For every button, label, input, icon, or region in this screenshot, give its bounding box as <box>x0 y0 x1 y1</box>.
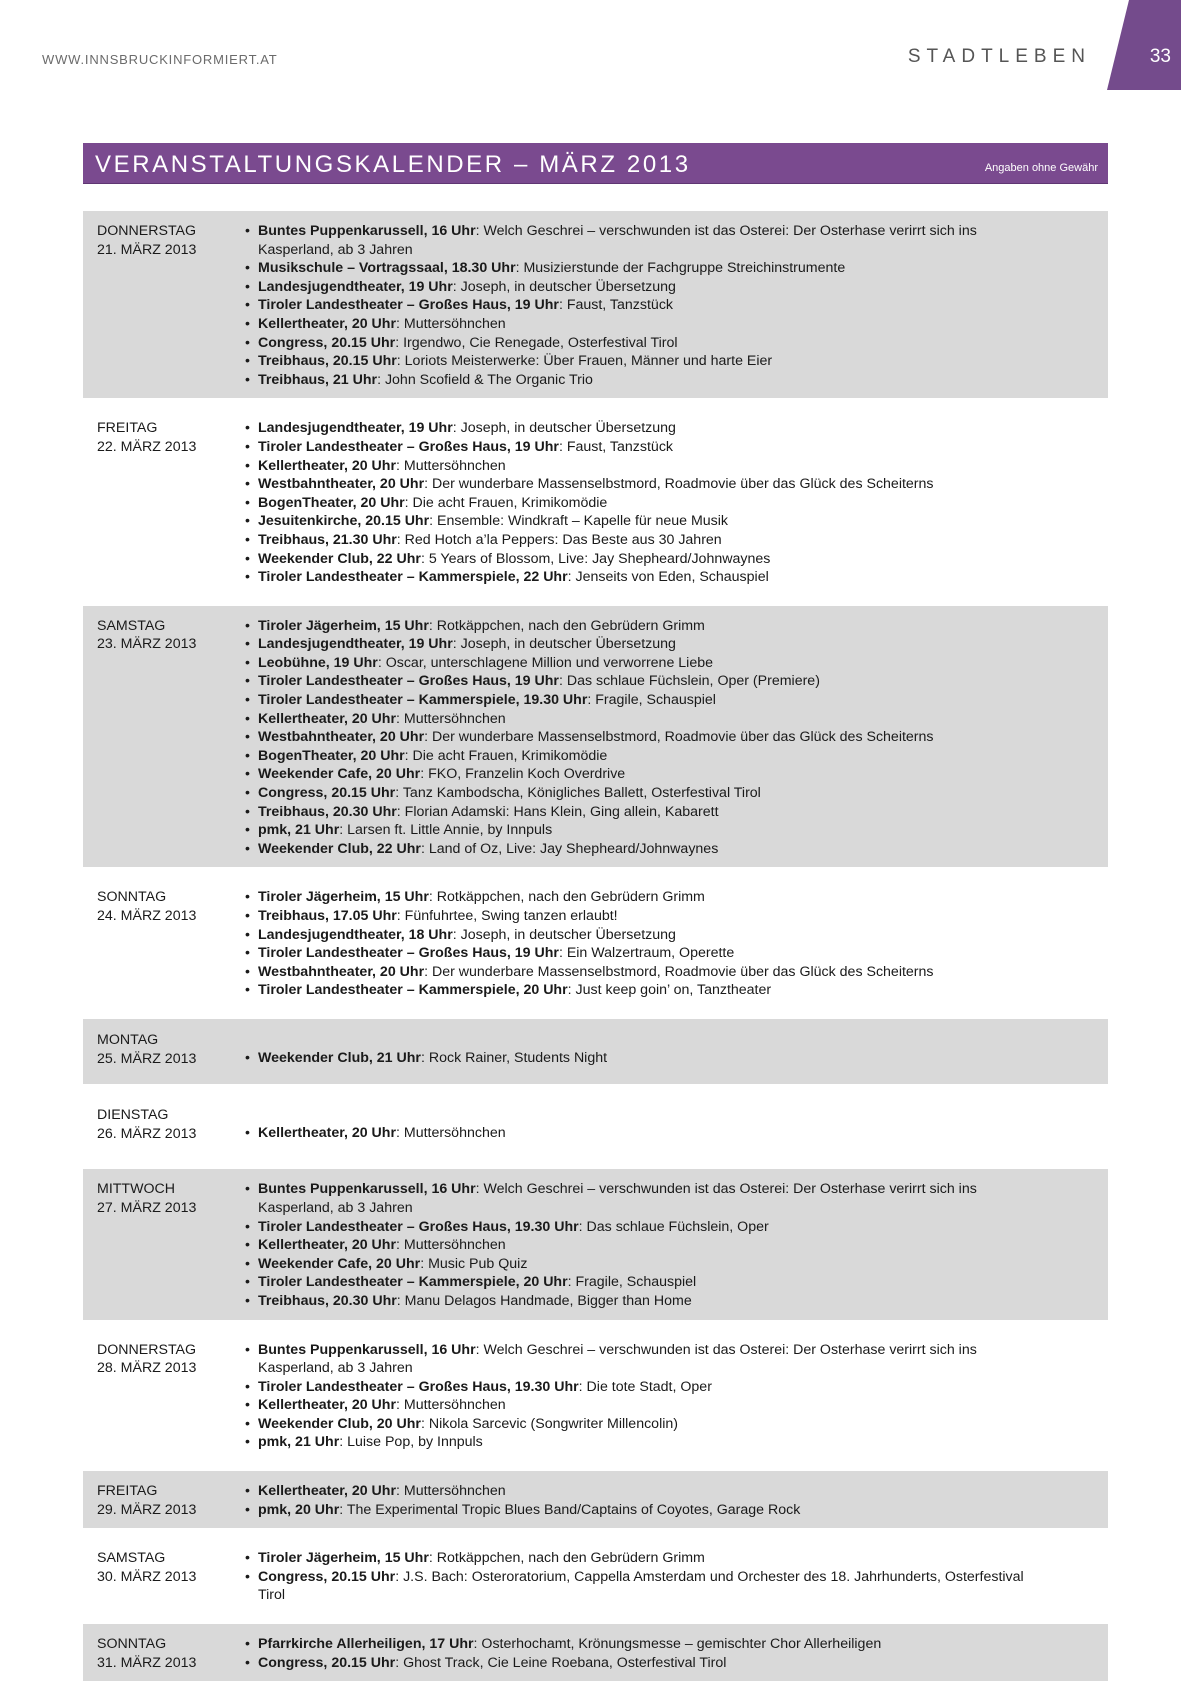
weekday: SAMSTAG <box>97 617 166 634</box>
event-venue: Treibhaus, 20.15 Uhr <box>258 353 397 370</box>
event-venue: Tiroler Landestheater – Großes Haus, 19 Uhr <box>258 673 559 690</box>
event-description: : Irgendwo, Cie Renegade, Osterfestival Tirol <box>395 334 678 351</box>
event-venue: Tiroler Landestheater – Kammerspiele, 20 Uhr <box>258 982 568 999</box>
event-venue: Weekender Cafe, 20 Uhr <box>258 766 421 783</box>
event-description: : Loriots Meisterwerke: Über Frauen, Männer und harte Eier <box>396 353 773 370</box>
day-row <box>83 1019 1108 1084</box>
event-venue: pmk, 20 Uhr <box>258 1501 340 1518</box>
day-row <box>83 1169 1108 1319</box>
event-venue: Tiroler Landestheater – Kammerspiele, 20 Uhr <box>258 1274 568 1291</box>
event-venue: Tiroler Jägerheim, 15 Uhr <box>258 889 429 906</box>
event-description: : Oscar, unterschlagene Million und verworrene Liebe <box>377 654 713 671</box>
event-item <box>244 1501 1108 1520</box>
event-venue: Tiroler Landestheater – Kammerspiele, 19.30 Uhr <box>258 692 588 709</box>
event-item <box>244 222 1108 259</box>
event-description: : Manu Delagos Handmade, Bigger than Home <box>396 1292 692 1309</box>
event-venue: Tiroler Landestheater – Kammerspiele, 22 Uhr <box>258 569 568 586</box>
event-venue: Kellertheater, 20 Uhr <box>258 1237 396 1254</box>
event-list <box>244 1482 1108 1519</box>
event-description: : Die acht Frauen, Krimikomödie <box>404 747 608 764</box>
event-description: : Just keep goin’ on, Tanztheater <box>567 982 772 999</box>
day-label <box>83 1482 244 1519</box>
day-row <box>83 1538 1108 1614</box>
day-label <box>83 222 244 389</box>
event-item <box>244 438 1108 457</box>
event-item <box>244 457 1108 476</box>
event-item <box>244 747 1108 766</box>
event-item <box>244 1415 1108 1434</box>
event-item <box>244 568 1108 587</box>
event-venue: Congress, 20.15 Uhr <box>258 334 396 351</box>
event-description: : Muttersöhnchen <box>396 710 506 727</box>
day-label <box>83 1106 244 1143</box>
day-row <box>83 1094 1108 1159</box>
event-list <box>244 1031 1108 1068</box>
event-description: : Fragile, Schauspiel <box>567 1274 697 1291</box>
event-list <box>244 617 1108 859</box>
event-item <box>244 1124 1108 1143</box>
date: 26. MÄRZ 2013 <box>97 1125 197 1142</box>
event-description: : Die tote Stadt, Oper <box>578 1378 712 1395</box>
date: 22. MÄRZ 2013 <box>97 438 197 455</box>
event-venue: Tiroler Landestheater – Großes Haus, 19 Uhr <box>258 297 559 314</box>
event-description: : Tanz Kambodscha, Königliches Ballett, Osterfestival Tirol <box>395 785 761 802</box>
event-item <box>244 1396 1108 1415</box>
site-url: WWW.INNSBRUCKINFORMIERT.AT <box>42 52 278 67</box>
day-row <box>83 877 1108 1009</box>
event-venue: Buntes Puppenkarussell, 16 Uhr <box>258 1181 476 1198</box>
event-venue: Kellertheater, 20 Uhr <box>258 1483 396 1500</box>
event-item <box>244 494 1108 513</box>
event-item <box>244 1568 1108 1605</box>
event-venue: Landesjugendtheater, 19 Uhr <box>258 420 453 437</box>
event-list <box>244 1106 1108 1143</box>
day-label <box>83 888 244 1000</box>
date: 29. MÄRZ 2013 <box>97 1501 197 1518</box>
event-list <box>244 1549 1108 1605</box>
event-description: : Muttersöhnchen <box>396 1237 506 1254</box>
calendar-banner <box>83 143 1108 184</box>
event-venue: Treibhaus, 21 Uhr <box>258 371 378 388</box>
event-description: : Welch Geschrei – verschwunden ist das Osterei: Der Osterhase verirrt sich ins Kasperland, ab 3 Jahren <box>258 223 977 258</box>
event-venue: Congress, 20.15 Uhr <box>258 1654 396 1671</box>
event-description: : Red Hotch a’la Peppers: Das Beste aus 30 Jahren <box>396 531 722 548</box>
event-venue: Buntes Puppenkarussell, 16 Uhr <box>258 223 476 239</box>
event-venue: Musikschule – Vortragssaal, 18.30 Uhr <box>258 260 516 277</box>
event-item <box>244 926 1108 945</box>
event-description: : Rotkäppchen, nach den Gebrüdern Grimm <box>428 617 705 634</box>
event-venue: Leobühne, 19 Uhr <box>258 654 378 671</box>
event-item <box>244 888 1108 907</box>
event-description: : Der wunderbare Massenselbstmord, Roadmovie über das Glück des Scheiterns <box>424 963 934 980</box>
event-description: : Welch Geschrei – verschwunden ist das Osterei: Der Osterhase verirrt sich ins Kasperland, ab 3 Jahren <box>258 1341 977 1377</box>
event-item <box>244 1433 1108 1452</box>
event-item <box>244 821 1108 840</box>
event-venue: Tiroler Jägerheim, 15 Uhr <box>258 1550 429 1567</box>
event-item <box>244 1255 1108 1274</box>
event-venue: Kellertheater, 20 Uhr <box>258 315 396 332</box>
event-venue: BogenTheater, 20 Uhr <box>258 494 405 511</box>
event-venue: Pfarrkirche Allerheiligen, 17 Uhr <box>258 1636 474 1653</box>
event-description: : Luise Pop, by Innpuls <box>339 1434 483 1451</box>
event-item <box>244 1236 1108 1255</box>
event-item <box>244 1218 1108 1237</box>
event-description: : Ensemble: Windkraft – Kapelle für neue Musik <box>429 513 728 530</box>
day-label <box>83 419 244 586</box>
event-venue: BogenTheater, 20 Uhr <box>258 747 405 764</box>
event-description: : Der wunderbare Massenselbstmord, Roadmovie über das Glück des Scheiterns <box>424 476 934 493</box>
event-item <box>244 617 1108 636</box>
event-description: : Joseph, in deutscher Übersetzung <box>452 926 676 943</box>
event-description: : John Scofield & The Organic Trio <box>377 371 593 388</box>
event-description: : Muttersöhnchen <box>396 1125 506 1142</box>
event-list <box>244 1180 1108 1310</box>
event-description: : Joseph, in deutscher Übersetzung <box>452 420 676 437</box>
event-description: : Joseph, in deutscher Übersetzung <box>452 278 676 295</box>
event-item <box>244 803 1108 822</box>
day-label <box>83 1180 244 1310</box>
day-label <box>83 1031 244 1068</box>
event-venue: Treibhaus, 17.05 Uhr <box>258 908 397 924</box>
weekday: MONTAG <box>97 1031 159 1048</box>
event-venue: Kellertheater, 20 Uhr <box>258 1125 396 1142</box>
event-item <box>244 334 1108 353</box>
event-venue: Treibhaus, 20.30 Uhr <box>258 1292 397 1309</box>
calendar-title: VERANSTALTUNGSKALENDER – MÄRZ 2013 <box>95 151 691 178</box>
event-venue: Landesjugendtheater, 18 Uhr <box>258 926 453 943</box>
event-description: : Osterhochamt, Krönungsmesse – gemischter Chor Allerheiligen <box>473 1636 882 1653</box>
day-label <box>83 1549 244 1605</box>
date: 28. MÄRZ 2013 <box>97 1360 197 1377</box>
event-venue: Kellertheater, 20 Uhr <box>258 1397 396 1414</box>
event-item <box>244 765 1108 784</box>
event-venue: Tiroler Landestheater – Großes Haus, 19.30 Uhr <box>258 1218 579 1235</box>
event-venue: Treibhaus, 20.30 Uhr <box>258 803 397 820</box>
event-item <box>244 981 1108 1000</box>
event-description: : Rotkäppchen, nach den Gebrüdern Grimm <box>428 1550 705 1567</box>
weekday: DONNERSTAG <box>97 223 197 239</box>
event-item <box>244 1292 1108 1311</box>
event-item <box>244 352 1108 371</box>
weekday: SONNTAG <box>97 1636 167 1653</box>
weekday: MITTWOCH <box>97 1181 176 1198</box>
weekday: FREITAG <box>97 420 158 437</box>
event-description: : Ghost Track, Cie Leine Roebana, Osterfestival Tirol <box>395 1654 727 1671</box>
day-label <box>83 617 244 859</box>
event-item <box>244 531 1108 550</box>
date: 30. MÄRZ 2013 <box>97 1568 197 1585</box>
page-number: 33 <box>1149 46 1171 67</box>
event-venue: Weekender Club, 20 Uhr <box>258 1415 421 1432</box>
event-venue: Landesjugendtheater, 19 Uhr <box>258 636 453 653</box>
day-row <box>83 1330 1108 1462</box>
date: 21. MÄRZ 2013 <box>97 241 197 258</box>
weekday: FREITAG <box>97 1483 158 1500</box>
event-item <box>244 654 1108 673</box>
event-item <box>244 475 1108 494</box>
event-description: : Muttersöhnchen <box>396 315 506 332</box>
date: 27. MÄRZ 2013 <box>97 1199 197 1216</box>
event-venue: Tiroler Jägerheim, 15 Uhr <box>258 617 429 634</box>
event-item <box>244 278 1108 297</box>
event-venue: Weekender Club, 22 Uhr <box>258 550 421 567</box>
event-item <box>244 512 1108 531</box>
event-item <box>244 840 1108 859</box>
event-description: : Ein Walzertraum, Operette <box>558 945 735 962</box>
event-description: : Fragile, Schauspiel <box>587 692 716 709</box>
event-venue: Westbahntheater, 20 Uhr <box>258 729 425 746</box>
event-description: : Der wunderbare Massenselbstmord, Roadmovie über das Glück des Scheiterns <box>424 729 934 746</box>
day-row <box>83 408 1108 595</box>
date: 23. MÄRZ 2013 <box>97 636 197 653</box>
event-venue: pmk, 21 Uhr <box>258 822 340 839</box>
event-description: : Welch Geschrei – verschwunden ist das Osterei: Der Osterhase verirrt sich ins Kasperland, ab 3 Jahren <box>258 1181 977 1216</box>
event-description: : Joseph, in deutscher Übersetzung <box>452 636 676 653</box>
weekday: SONNTAG <box>97 889 167 906</box>
event-venue: Weekender Club, 22 Uhr <box>258 840 421 857</box>
event-venue: Weekender Cafe, 20 Uhr <box>258 1255 421 1272</box>
event-item <box>244 296 1108 315</box>
event-description: : Florian Adamski: Hans Klein, Ging allein, Kabarett <box>396 803 719 820</box>
event-item <box>244 1654 1108 1673</box>
event-venue: pmk, 21 Uhr <box>258 1434 340 1451</box>
event-description: : J.S. Bach: Osteroratorium, Cappella Amsterdam und Orchester des 18. Jahrhunderts, Osterfestival Tirol <box>258 1568 1024 1604</box>
event-item <box>244 550 1108 569</box>
event-description: : Rock Rainer, Students Night <box>420 1049 608 1066</box>
weekday: DONNERSTAG <box>97 1341 197 1358</box>
date: 24. MÄRZ 2013 <box>97 908 197 924</box>
event-description: : Jenseits von Eden, Schauspiel <box>567 569 769 586</box>
day-row <box>83 1624 1108 1681</box>
event-description: : Das schlaue Füchslein, Oper (Premiere) <box>558 673 820 690</box>
event-description: : The Experimental Tropic Blues Band/Captains of Coyotes, Garage Rock <box>339 1501 801 1518</box>
event-description: : Land of Oz, Live: Jay Shepheard/Johnwaynes <box>420 840 719 857</box>
weekday: DIENSTAG <box>97 1107 169 1124</box>
event-venue: Landesjugendtheater, 19 Uhr <box>258 278 453 295</box>
event-venue: Treibhaus, 21.30 Uhr <box>258 531 397 548</box>
event-venue: Westbahntheater, 20 Uhr <box>258 476 425 493</box>
event-list <box>244 419 1108 586</box>
event-venue: Jesuitenkirche, 20.15 Uhr <box>258 513 430 530</box>
event-description: : Muttersöhnchen <box>396 1397 506 1414</box>
event-item <box>244 907 1108 926</box>
event-description: : Muttersöhnchen <box>396 457 506 474</box>
event-description: : Faust, Tanzstück <box>558 438 674 455</box>
event-venue: Tiroler Landestheater – Großes Haus, 19.30 Uhr <box>258 1378 579 1395</box>
event-description: : 5 Years of Blossom, Live: Jay Shepheard/Johnwaynes <box>420 550 771 567</box>
event-item <box>244 419 1108 438</box>
date: 25. MÄRZ 2013 <box>97 1050 197 1067</box>
event-description: : Fünfuhrtee, Swing tanzen erlaubt! <box>396 908 618 924</box>
event-venue: Kellertheater, 20 Uhr <box>258 457 396 474</box>
event-description: : Music Pub Quiz <box>420 1255 528 1272</box>
event-venue: Tiroler Landestheater – Großes Haus, 19 Uhr <box>258 945 559 962</box>
event-item <box>244 1378 1108 1397</box>
event-item <box>244 1549 1108 1568</box>
event-description: : Rotkäppchen, nach den Gebrüdern Grimm <box>428 889 705 906</box>
event-item <box>244 1273 1108 1292</box>
event-venue: Tiroler Landestheater – Großes Haus, 19 Uhr <box>258 438 559 455</box>
event-item <box>244 963 1108 982</box>
event-item <box>244 1180 1108 1217</box>
event-item <box>244 710 1108 729</box>
event-description: : Die acht Frauen, Krimikomödie <box>404 494 608 511</box>
event-description: : Faust, Tanzstück <box>558 297 674 314</box>
weekday: SAMSTAG <box>97 1550 166 1567</box>
event-item <box>244 691 1108 710</box>
date: 31. MÄRZ 2013 <box>97 1654 197 1671</box>
day-row <box>83 606 1108 868</box>
event-list <box>244 222 1108 389</box>
event-description: : Muttersöhnchen <box>396 1483 506 1500</box>
event-venue: Congress, 20.15 Uhr <box>258 1568 396 1585</box>
event-venue: Kellertheater, 20 Uhr <box>258 710 396 727</box>
page-tab <box>1107 0 1181 90</box>
event-item <box>244 728 1108 747</box>
event-venue: Congress, 20.15 Uhr <box>258 785 396 802</box>
event-item <box>244 259 1108 278</box>
event-venue: Weekender Club, 21 Uhr <box>258 1049 421 1066</box>
event-description: : Das schlaue Füchslein, Oper <box>578 1218 769 1235</box>
event-item <box>244 315 1108 334</box>
event-description: : Nikola Sarcevic (Songwriter Millencolin) <box>420 1415 678 1432</box>
event-item <box>244 672 1108 691</box>
event-description: : FKO, Franzelin Koch Overdrive <box>420 766 626 783</box>
event-item <box>244 944 1108 963</box>
event-venue: Buntes Puppenkarussell, 16 Uhr <box>258 1341 476 1358</box>
event-calendar <box>83 211 1108 1691</box>
section-title: STADTLEBEN <box>907 46 1091 67</box>
event-item <box>244 371 1108 390</box>
event-item <box>244 1635 1108 1654</box>
event-description: : Larsen ft. Little Annie, by Innpuls <box>339 822 553 839</box>
event-item <box>244 1341 1108 1378</box>
day-row <box>83 211 1108 398</box>
disclaimer-note: Angaben ohne Gewähr <box>984 162 1098 174</box>
event-description: : Musizierstunde der Fachgruppe Streichinstrumente <box>515 260 846 277</box>
event-item <box>244 784 1108 803</box>
event-item <box>244 635 1108 654</box>
event-item <box>244 1049 1108 1068</box>
event-venue: Westbahntheater, 20 Uhr <box>258 963 425 980</box>
event-list <box>244 888 1108 1000</box>
day-row <box>83 1471 1108 1528</box>
day-label <box>83 1341 244 1453</box>
event-item <box>244 1482 1108 1501</box>
event-list <box>244 1341 1108 1453</box>
